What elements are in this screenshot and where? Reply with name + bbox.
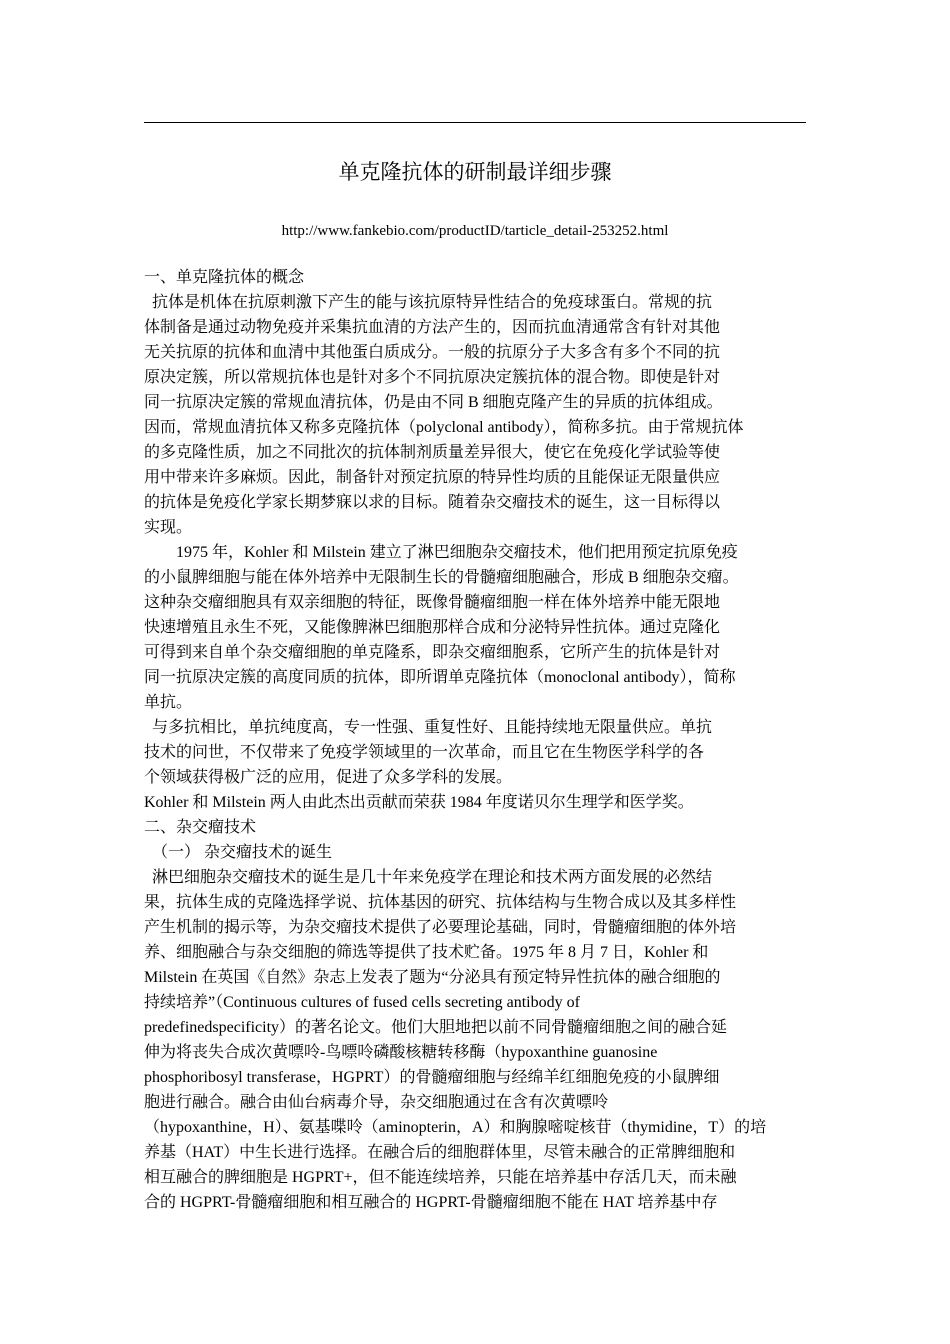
text-line: 伸为将丧失合成次黄嘌呤-鸟嘌呤磷酸核糖转移酶（hypoxanthine guanosine bbox=[144, 1044, 658, 1061]
text-line: 体制备是通过动物免疫并采集抗血清的方法产生的，因而抗血清通常含有针对其他 bbox=[144, 319, 721, 336]
text-line: 的抗体是免疫化学家长期梦寐以求的目标。随着杂交瘤技术的诞生，这一目标得以 bbox=[144, 494, 721, 511]
text-line: 持续培养”（Continuous cultures of fused cells secreting antibody of bbox=[144, 994, 580, 1011]
text-line: 可得到来自单个杂交瘤细胞的单克隆系，即杂交瘤细胞系，它所产生的抗体是针对 bbox=[144, 644, 721, 661]
section-heading: 一、单克隆抗体的概念 bbox=[144, 269, 305, 286]
text-line: 单抗。 bbox=[144, 694, 193, 711]
subsection-heading: （一） 杂交瘤技术的诞生 bbox=[152, 844, 333, 861]
text-line: 个领域获得极广泛的应用，促进了众多学科的发展。 bbox=[144, 769, 513, 786]
article-body bbox=[144, 265, 824, 1215]
text-line: 抗体是机体在抗原刺激下产生的能与该抗原特异性结合的免疫球蛋白。常规的抗 bbox=[152, 294, 713, 311]
section-heading: 二、杂交瘤技术 bbox=[144, 819, 257, 836]
text-line: 同一抗原决定簇的高度同质的抗体，即所谓单克隆抗体（monoclonal antibody），简称 bbox=[144, 669, 736, 686]
text-line: 1975 年，Kohler 和 Milstein 建立了淋巴细胞杂交瘤技术，他们把用预定抗原免疫 bbox=[176, 544, 738, 561]
text-line: 合的 HGPRT-骨髓瘤细胞和相互融合的 HGPRT-骨髓瘤细胞不能在 HAT 培养基中存 bbox=[144, 1194, 718, 1211]
source-url: http://www.fankebio.com/productID/tarticle_detail-253252.html bbox=[281, 223, 669, 239]
text-line: 与多抗相比，单抗纯度高，专一性强、重复性好、且能持续地无限量供应。单抗 bbox=[152, 719, 713, 736]
text-line: 果，抗体生成的克隆选择学说、抗体基因的研究、抗体结构与生物合成以及其多样性 bbox=[144, 894, 737, 911]
text-line: Kohler 和 Milstein 两人由此杰出贡献而荣获 1984 年度诺贝尔生理学和医学奖。 bbox=[144, 794, 694, 811]
text-line: 产生机制的揭示等，为杂交瘤技术提供了必要理论基础，同时，骨髓瘤细胞的体外培 bbox=[144, 919, 737, 936]
text-line: 这种杂交瘤细胞具有双亲细胞的特征，既像骨髓瘤细胞一样在体外培养中能无限地 bbox=[144, 594, 721, 611]
text-line: 技术的问世，不仅带来了免疫学领域里的一次革命，而且它在生物医学科学的各 bbox=[144, 744, 705, 761]
text-line: 相互融合的脾细胞是 HGPRT+，但不能连续培养，只能在培养基中存活几天，而未融 bbox=[144, 1169, 737, 1186]
text-line: 因而，常规血清抗体又称多克隆抗体（polyclonal antibody），简称多抗。由于常规抗体 bbox=[144, 419, 744, 436]
text-line: predefinedspecificity）的著名论文。他们大胆地把以前不同骨髓瘤细胞之间的融合延 bbox=[144, 1019, 728, 1036]
header-rule bbox=[144, 122, 806, 123]
text-line: 用中带来许多麻烦。因此，制备针对预定抗原的特异性均质的且能保证无限量供应 bbox=[144, 469, 721, 486]
text-line: 养、细胞融合与杂交细胞的筛选等提供了技术贮备。1975 年 8 月 7 日，Kohler 和 bbox=[144, 944, 709, 961]
text-line: 同一抗原决定簇的常规血清抗体，仍是由不同 B 细胞克隆产生的异质的抗体组成。 bbox=[144, 394, 723, 411]
text-line: （hypoxanthine，H）、氨基喋呤（aminopterin，A）和胸腺嘧啶核苷（thymidine，T）的培 bbox=[144, 1119, 767, 1136]
text-line: 胞进行融合。融合由仙台病毒介导，杂交细胞通过在含有次黄嘌呤 bbox=[144, 1094, 609, 1111]
text-line: phosphoribosyl transferase，HGPRT）的骨髓瘤细胞与经绵羊红细胞免疫的小鼠脾细 bbox=[144, 1069, 720, 1086]
text-line: 实现。 bbox=[144, 519, 193, 536]
text-line: 养基（HAT）中生长进行选择。在融合后的细胞群体里，尽管未融合的正常脾细胞和 bbox=[144, 1144, 736, 1161]
text-line: 的多克隆性质，加之不同批次的抗体制剂质量差异很大，使它在免疫化学试验等使 bbox=[144, 444, 721, 461]
text-line: 淋巴细胞杂交瘤技术的诞生是几十年来免疫学在理论和技术两方面发展的必然结 bbox=[152, 869, 713, 886]
text-line: Milstein 在英国《自然》杂志上发表了题为“分泌具有预定特异性抗体的融合细胞的 bbox=[144, 969, 721, 986]
page-title: 单克隆抗体的研制最详细步骤 bbox=[338, 160, 612, 184]
text-line: 快速增殖且永生不死，又能像脾淋巴细胞那样合成和分泌特异性抗体。通过克隆化 bbox=[144, 619, 721, 636]
text-line: 无关抗原的抗体和血清中其他蛋白质成分。一般的抗原分子大多含有多个不同的抗 bbox=[144, 344, 721, 361]
text-line: 原决定簇，所以常规抗体也是针对多个不同抗原决定簇抗体的混合物。即使是针对 bbox=[144, 369, 721, 386]
text-line: 的小鼠脾细胞与能在体外培养中无限制生长的骨髓瘤细胞融合，形成 B 细胞杂交瘤。 bbox=[144, 569, 739, 586]
